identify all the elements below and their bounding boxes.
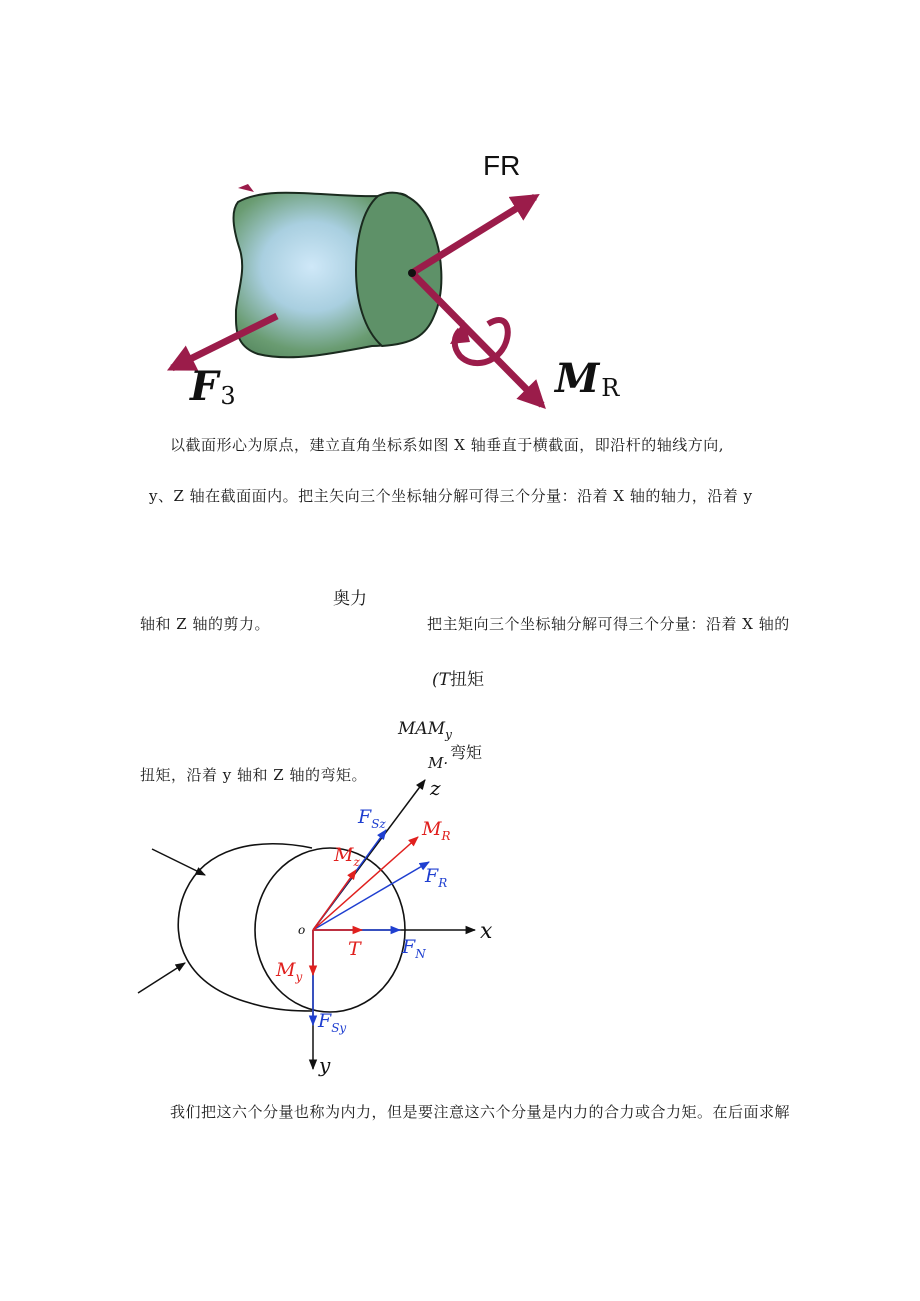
paragraph-line-1: 以截面形心为原点，建立直角坐标系如图 X 轴垂直于横截面，即沿杆的轴线方向, — [170, 436, 724, 454]
internal-force-figure — [130, 775, 510, 1080]
paragraph-line-3a: 轴和 Z 轴的剪力。 — [140, 615, 270, 633]
f-n-label: $F_N$ — [402, 936, 426, 961]
cut-face — [356, 193, 441, 346]
y-axis-label: y — [319, 1053, 331, 1077]
f-sy-label: $F_{Sy}$ — [318, 1010, 347, 1035]
paragraph-line-2: y、Z 轴在截面面内。把主矢向三个坐标轴分解可得三个分量：沿着 X 轴的轴力，沿着 y — [149, 487, 753, 505]
label-mam: $MAM_y$ — [398, 719, 452, 742]
origin-label: o — [298, 923, 306, 937]
label-aoli: 奥力 — [333, 589, 367, 609]
load-arrow-upper — [152, 849, 205, 875]
m-z-label: $M_z$ — [334, 844, 360, 869]
paragraph-line-5: 我们把这六个分量也称为内力，但是要注意这六个分量是内力的合力或合力矩。在后面求解 — [170, 1103, 791, 1121]
mr-label: MR — [555, 355, 620, 402]
force-body-figure — [150, 140, 650, 430]
t-label: T — [348, 938, 361, 960]
label-bending-moment: 弯矩 — [450, 743, 483, 762]
paragraph-line-3b: 把主矩向三个坐标轴分解可得三个分量：沿着 X 轴的 — [427, 615, 790, 633]
partial-arrow-top — [238, 184, 254, 192]
f-r-vector — [313, 862, 429, 930]
x-axis-label: x — [480, 919, 493, 944]
m-z-vector — [313, 870, 356, 930]
f-r-label: $F_R$ — [425, 865, 448, 890]
m-y-label: $M_y$ — [276, 959, 303, 984]
m-r-vector — [313, 837, 418, 930]
label-torque: (T扭矩 — [432, 670, 484, 690]
load-arrow-lower — [138, 963, 185, 993]
label-m-dot: M· — [428, 754, 449, 772]
body-outline — [178, 844, 312, 1011]
paragraph-line-4: 扭矩，沿着 y 轴和 Z 轴的弯矩。 — [140, 766, 367, 784]
mr-arrow — [412, 273, 542, 405]
z-axis-label: z — [430, 776, 441, 800]
fr-label: FR — [483, 150, 521, 181]
m-r-label: $M_R$ — [422, 818, 451, 843]
f3-label: F3 — [190, 363, 236, 410]
centroid-dot — [408, 269, 416, 277]
f-sz-label: $F_{Sz}$ — [358, 806, 386, 831]
